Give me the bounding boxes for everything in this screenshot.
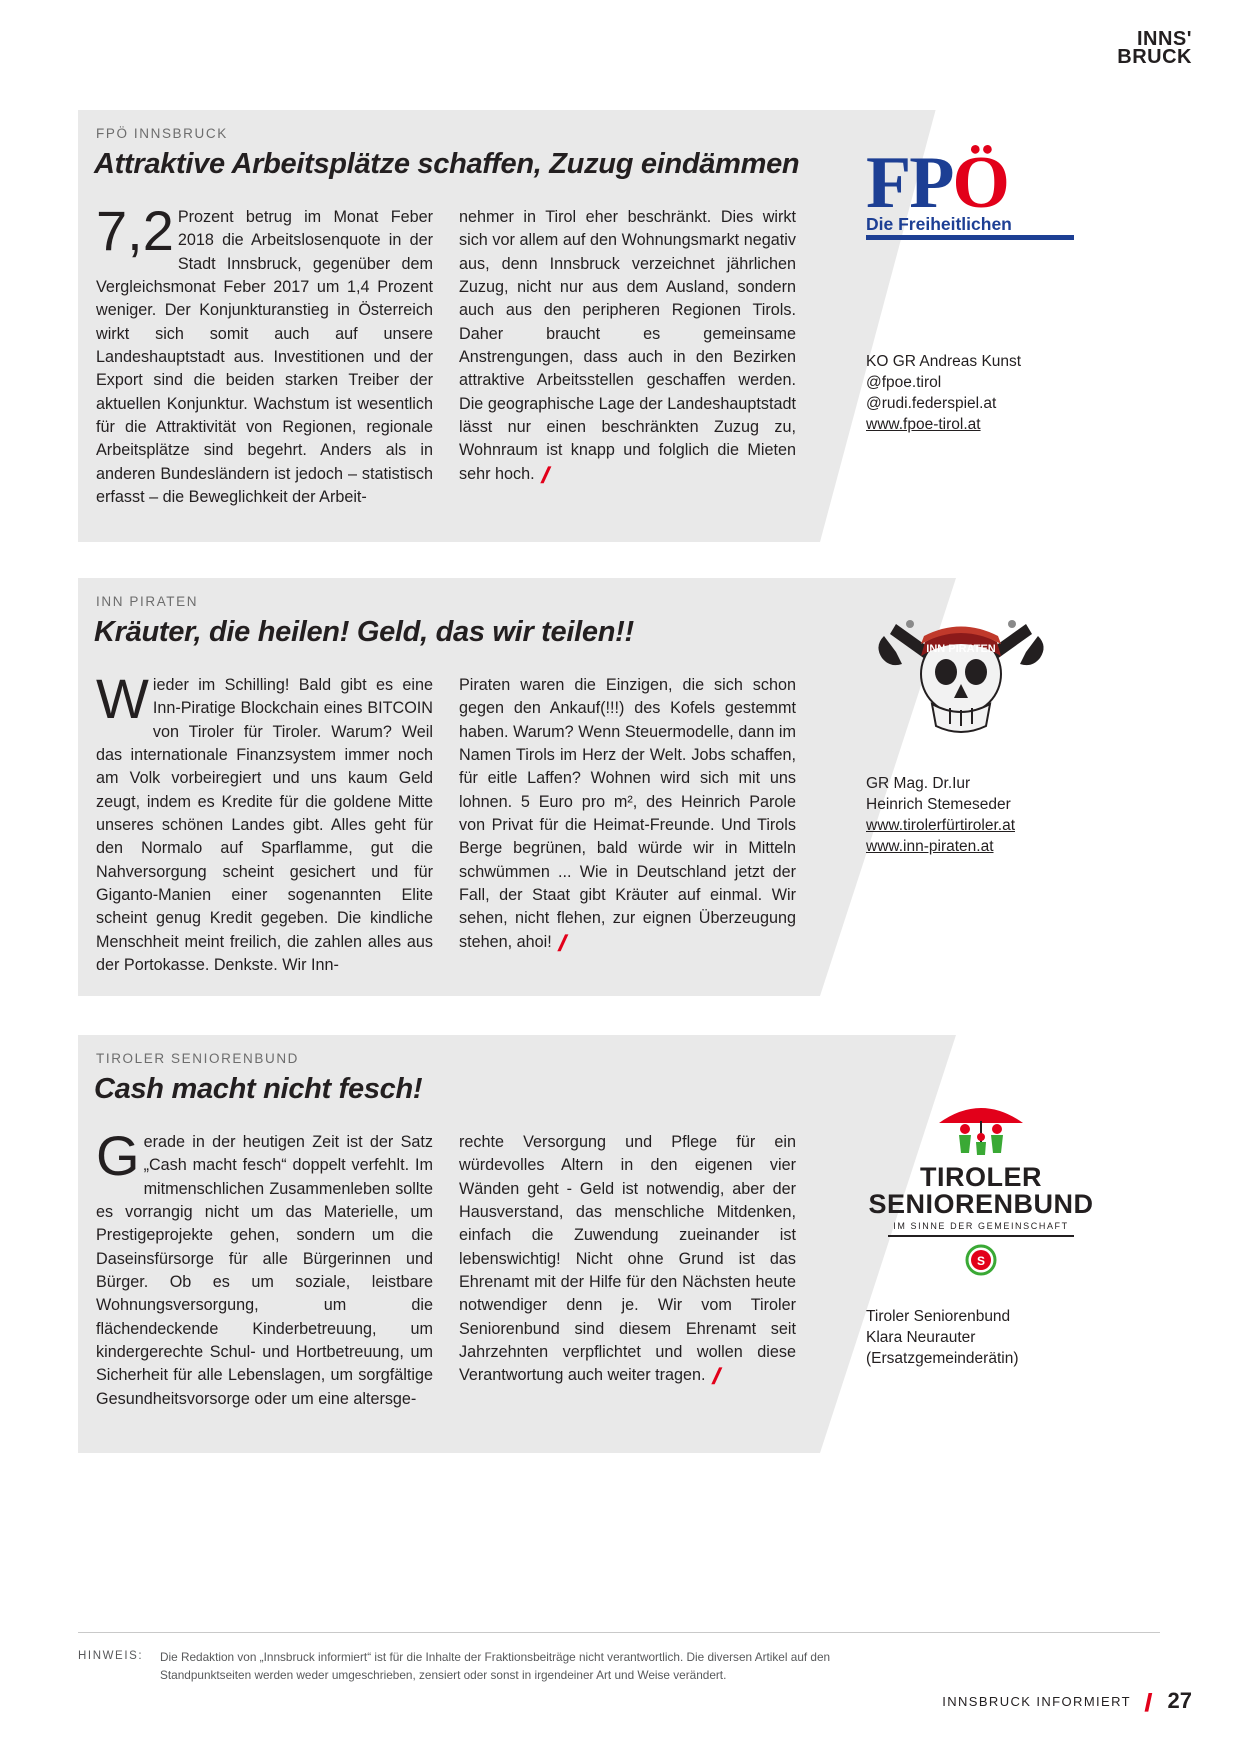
dropcap: 7,2 — [96, 199, 174, 262]
svg-text:S: S — [976, 1254, 986, 1268]
article-headline: Attraktive Arbeitsplätze schaffen, Zuzug eindämmen — [94, 148, 800, 180]
column-2 — [459, 1131, 796, 1411]
masthead-logo — [1117, 30, 1192, 67]
article-columns — [96, 199, 796, 509]
column-2-text: nehmer in Tirol eher beschränkt. Dies wirkt sich vor allem auf den Wohnungsmarkt negativ aus, denn Innsbruck verzeichnet jährlichen Zuzug, nicht nur aus dem Ausland, sondern auch aus den peripheren Regionen Tirols. Daher braucht es gemeinsame Anstrengungen, dass auch in den Bezirken attraktive Arbeitsstellen geschaffen werden. Die geographische Lage der Landeshauptstadt lässt nur einen beschränkten Zuzug zu, Wohnraum ist knapp und folglich die Mieten sehr hoch. — [459, 208, 796, 483]
umbrella-family-icon — [921, 1097, 1041, 1159]
seniorenbund-title-line2: SENIORENBUND — [868, 1189, 1094, 1219]
party-side-inn-piraten — [866, 578, 1126, 996]
contact-line-2: Heinrich Stemeseder — [866, 795, 1011, 813]
contact-line-1: GR Mag. Dr.Iur — [866, 775, 971, 792]
contact-block-seniorenbund — [866, 1307, 1106, 1370]
article-headline: Kräuter, die heilen! Geld, das wir teilen!! — [94, 616, 634, 648]
contact-line-2: @fpoe.tirol — [866, 373, 942, 391]
column-1-text: ieder im Schilling! Bald gibt es eine Inn-Piratige Blockchain eines BITCOIN von Tiroler für Tiroler. Warum? Weil das internationale Finanzsystem immer noch am Volk vorbeiregiert und uns kaum Geld zeugt, indem es Kredite für die goldene Mitte unseres schönen Landes gibt. Alles geht für den Normalo auf Sparflamme, gut die Nahversorgung scheint gesichert und für Giganto-Manien einer sogenannten Elite scheint genug Kredit gegeben. Die kindliche Menschheit meint freilich, die zahlen alles aus der Portokasse. Denkste. Wir Inn- — [96, 676, 433, 974]
svg-text:INN PIRATEN: INN PIRATEN — [926, 643, 996, 655]
article-label: INN PIRATEN — [96, 594, 199, 609]
masthead-line2: BRUCK — [1117, 46, 1192, 69]
party-side-fpoe — [866, 110, 1126, 542]
column-2-text: Piraten waren die Einzigen, die sich schon gegen den Ankauf(!!!) des Kofels gestemmt haben. Warum? Wenn Steuermodelle, dann im Namen Tirols im Herz der Welt. Jobs schaffen, für eitle Laffen? Wohnen wird sich mit uns lohnen. 5 Euro pro m², des Heinrich Parole von Privat für die Heimat-Freunde. Und Tirols Berge begrünen, bald würde wir in Mitteln schwümmen ... Wie in Deutschland jetzt der Fall, der Staat gibt Kräuter auf einmal. Wir sehen, nicht flehen, zur eignen Überzeugung stehen, ahoi! — [459, 676, 796, 951]
article-tiroler-seniorenbund — [78, 1035, 1160, 1453]
column-2-text: rechte Versorgung und Pflege für ein würdevolles Altern in den eigenen vier Wänden geht - Geld ist notwendig, aber der Hausverstand, das menschliche Mitdenken, einfach die Zuwendung zueinander ist lebenswichtig! Nicht ohne Grund ist das Ehrenamt mit der Hilfe für den Nächsten heute notwendiger denn je. Wir vom Tiroler Seniorenbund sind diesem Ehrenamt seit Jahrzehnten verpflichtet und wollen diese Verantwortung auch weiter tragen. — [459, 1133, 796, 1385]
end-mark: ❙ — [552, 932, 571, 951]
dropcap: G — [96, 1124, 140, 1187]
pirate-skull-icon — [866, 596, 1056, 746]
article-headline: Cash macht nicht fesch! — [94, 1073, 423, 1105]
article-columns — [96, 1124, 796, 1411]
footer-page-number: 27 — [1167, 1688, 1192, 1713]
contact-website-link-2[interactable]: www.inn-piraten.at — [866, 837, 994, 855]
fpoe-logo-text: FPÖ — [866, 142, 1008, 224]
article-columns — [96, 667, 796, 977]
contact-block-inn-piraten — [866, 774, 1106, 858]
contact-website-link-1[interactable]: www.tirolerfürtiroler.at — [866, 816, 1016, 834]
fpoe-logo — [866, 142, 1096, 240]
seniorenbund-subtitle: IM SINNE DER GEMEINSCHAFT — [893, 1221, 1069, 1231]
article-label: TIROLER SENIORENBUND — [96, 1051, 300, 1066]
column-1 — [96, 667, 433, 977]
seniorenbund-logo — [866, 1097, 1096, 1282]
column-1-text: Prozent betrug im Monat Feber 2018 die Arbeitslosenquote in der Stadt Innsbruck, gegenüber dem Vergleichsmonat Feber 2017 um 1,4 Prozent weniger. Der Konjunkturanstieg in Österreich wirkt sich somit auch auf unsere Landeshauptstadt aus. Investitionen und der Export sind die beiden starken Treiber der aktuellen Konjunktur. Wachstum ist wesentlich für die Attraktivität von Regionen, regionale Arbeitsplätze sind begehrt. Anders als in anderen Bundesländern ist jedoch – statistisch erfasst – die Beweglichkeit der Arbeit- — [96, 208, 433, 506]
footer-notice-label: HINWEIS: — [78, 1650, 144, 1662]
contact-line-3: @rudi.federspiel.at — [866, 394, 997, 412]
end-mark: ❙ — [706, 1366, 725, 1385]
contact-block-fpoe — [866, 352, 1106, 436]
footer-divider — [78, 1632, 1160, 1633]
seniorenbund-title-line1: TIROLER — [920, 1162, 1042, 1192]
article-fpoe — [78, 110, 1160, 542]
fpoe-logo-bar — [866, 235, 1074, 240]
column-1 — [96, 1124, 433, 1411]
footer-notice-text: Die Redaktion von „Innsbruck informiert“ ist für die Inhalte der Fraktionsbeiträge nicht verantwortlich. Die diversen Artikel auf den Standpunktseiten werden weder umgeschrieben, zensiert oder sonst in irgendeiner Art und Weise verändert. — [160, 1650, 831, 1682]
contact-line-3: (Ersatzgemeinderätin) — [866, 1349, 1019, 1367]
masthead-line1: INNS' — [1136, 28, 1192, 50]
article-inn-piraten — [78, 578, 1160, 996]
column-2 — [459, 206, 796, 509]
article-label: FPÖ INNSBRUCK — [96, 126, 228, 141]
seniorenbund-seal-icon — [964, 1243, 998, 1277]
column-2 — [459, 674, 796, 977]
end-mark: ❙ — [535, 464, 554, 483]
footer-slash-icon: ❙ — [1139, 1690, 1160, 1711]
contact-line-2: Klara Neurauter — [866, 1328, 976, 1346]
party-side-seniorenbund — [866, 1035, 1126, 1453]
dropcap: W — [96, 667, 149, 730]
footer-publication: INNSBRUCK INFORMIERT — [942, 1693, 1132, 1709]
footer-page-info — [942, 1688, 1192, 1714]
contact-website-link[interactable]: www.fpoe-tirol.at — [866, 415, 981, 433]
column-1 — [96, 199, 433, 509]
seniorenbund-rule — [888, 1235, 1074, 1237]
pirate-skull-logo — [866, 596, 1096, 751]
contact-line-1: KO GR Andreas Kunst — [866, 353, 1022, 370]
fpoe-logo-subtitle: Die Freiheitlichen — [866, 213, 1012, 234]
column-1-text: erade in der heutigen Zeit ist der Satz „Cash macht fesch“ doppelt verfehlt. Im mitmenschlichen Zusammenleben sollte es vorrangig nicht um das Materielle, um Prestigeprojekte gehen, sondern um die Daseinsfürsorge für alle Bürgerinnen und Bürger. Ob es um soziale, leistbare Wohnungsversorgung, um die flächendeckende Kinderbetreuung, um kindergerechte Schul- und Hortbetreuung, um Sicherheit für alle Lebenslagen, um sorgfältige Gesundheitsvorsorge oder um eine altersge- — [96, 1133, 433, 1408]
contact-line-1: Tiroler Seniorenbund — [866, 1308, 1011, 1325]
